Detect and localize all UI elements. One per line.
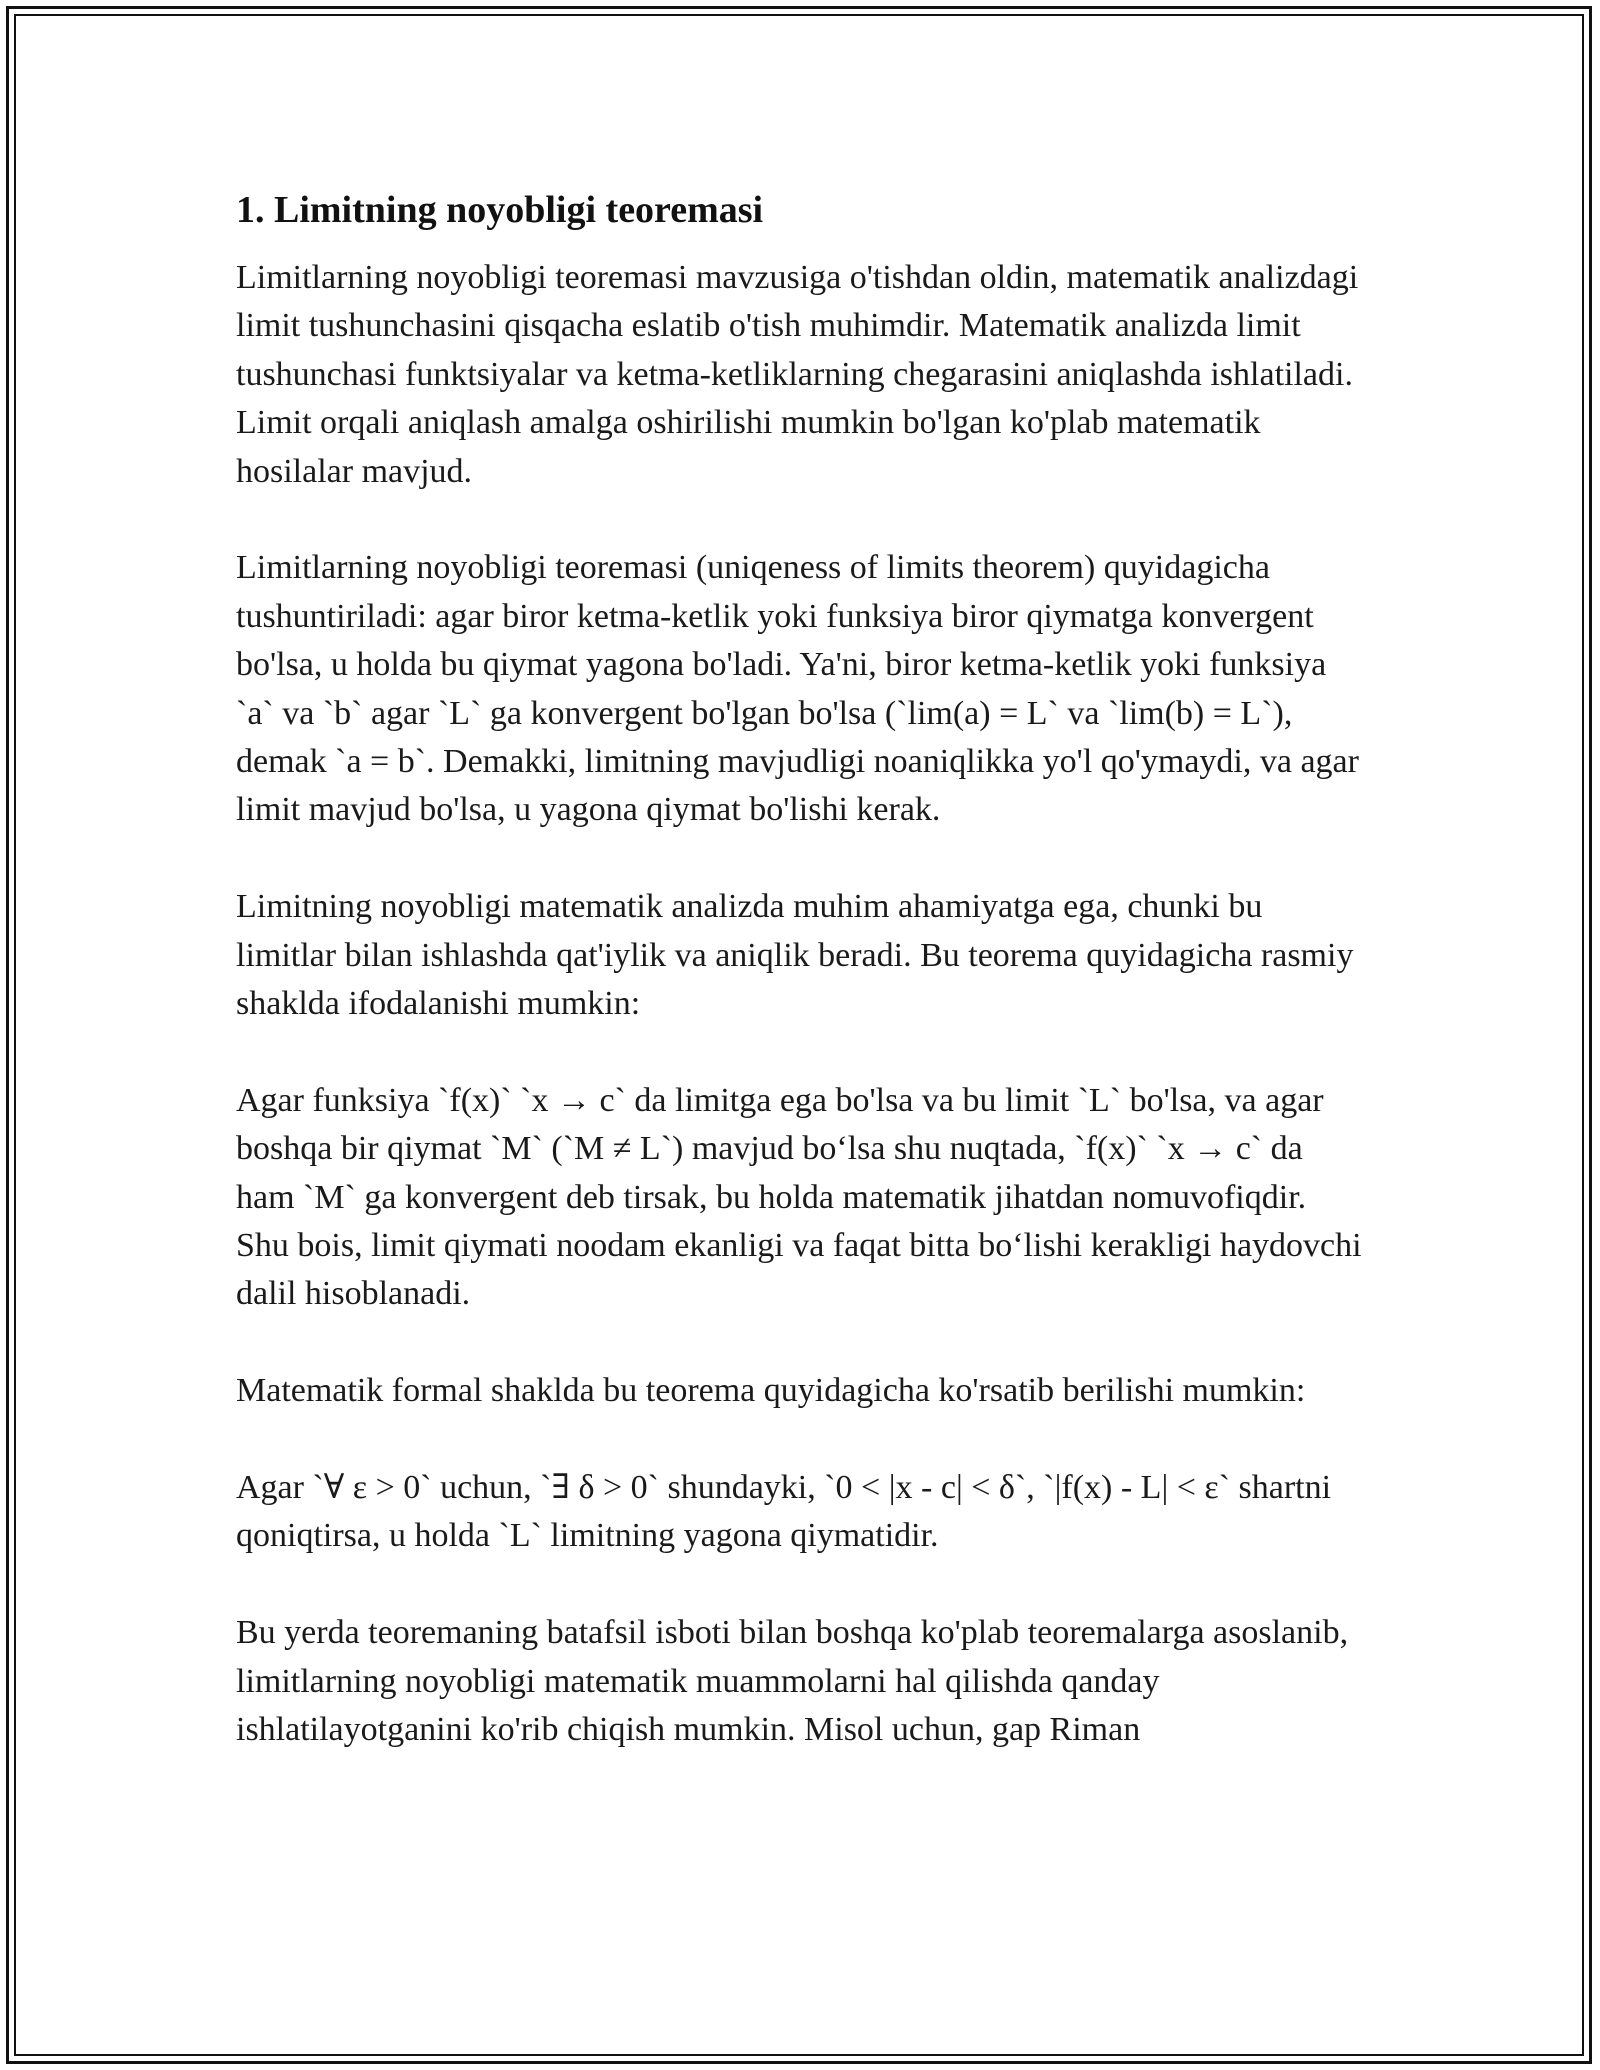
paragraph-epsilon-delta: Agar `∀ ε > 0` uchun, `∃ δ > 0` shundayki, `0 < |x - c| < δ`, `|f(x) - L| < ε` shartni qoniqtirsa, u holda `L` limitning yagona qiymatidir. — [236, 1469, 1332, 1555]
section-title: 1. Limitning noyobligi teoremasi — [236, 189, 764, 231]
paragraph-importance: Limitning noyobligi matematik analizda muhim ahamiyatga ega, chunki bu limitlar bilan ishlashda qat'iylik va aniqlik beradi. Bu teorema quyidagicha rasmiy shaklda ifodalanishi mumkin: — [236, 888, 1354, 1023]
paragraph-theorem-explanation: Limitlarning noyobligi teoremasi (uniqeness of limits theorem) quyidagicha tushuntiriladi: agar biror ketma-ketlik yoki funksiya biror qiymatga konvergent bo'lsa, u holda bu qiymat yagona bo'ladi. Ya'ni, biror ketma-ketlik yoki funksiya `a` va `b` agar `L` ga konvergent bo'lgan bo'lsa (`lim(a) = L` va `lim(b) = L`), demak `a = b`. Demakki, limitning mavjudligi noaniqlikka yo'l qo'ymaydi, va agar limit mavjud bo'lsa, u yagona qiymat bo'lishi kerak. — [236, 549, 1359, 829]
paragraph-proof-context: Bu yerda teoremaning batafsil isboti bilan boshqa ko'plab teoremalarga asoslanib, limitlarning noyobligi matematik muammolarni hal qilishda qanday ishlatilayotganini ko'rib chiqish mumkin. Misol uchun, gap Riman — [236, 1614, 1349, 1749]
paragraph-intro: Limitlarning noyobligi teoremasi mavzusiga o'tishdan oldin, matematik analizdagi limit tushunchasini qisqacha eslatib o'tish muhimdir. Matematik analizda limit tushunchasi funktsiyalar va ketma-ketliklarning chegarasini aniqlashda ishlatiladi. Limit orqali aniqlash amalga oshirilishi mumkin bo'lgan ko'plab matematik hosilalar mavjud. — [236, 259, 1359, 490]
document-body — [236, 186, 1362, 1755]
paragraph-formal-intro: Matematik formal shaklda bu teorema quyidagicha ko'rsatib berilishi mumkin: — [236, 1372, 1306, 1410]
paragraph-function-limit: Agar funksiya `f(x)` `x → c` da limitga ega bo'lsa va bu limit `L` bo'lsa, va agar boshqa bir qiymat `M` (`M ≠ L`) mavjud bo‘lsa shu nuqtada, `f(x)` `x → c` da ham `M` ga konvergent deb tirsak, bu holda matematik jihatdan nomuvofiqdir. Shu bois, limit qiymati noodam ekanligi va faqat bitta bo‘lishi kerakligi haydovchi dalil hisoblanadi. — [236, 1081, 1362, 1313]
